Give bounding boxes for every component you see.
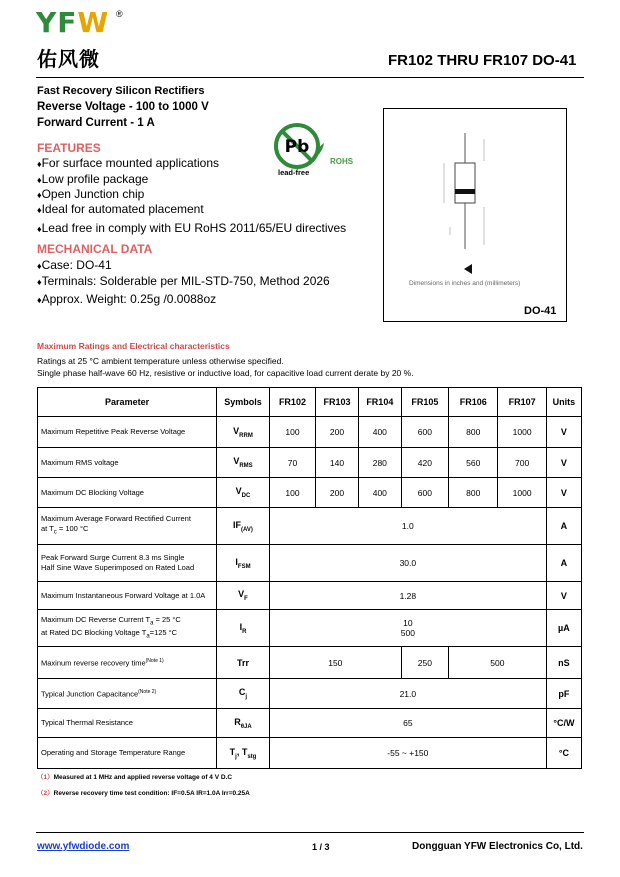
unit-cell: V: [546, 448, 581, 478]
unit-cell: °C: [546, 738, 581, 769]
param-cell: Maxinum reverse recovery time$^{(Note 1)}$: [38, 647, 217, 679]
table-row: [38, 545, 582, 582]
unit-cell: °C/W: [546, 709, 581, 738]
registered-mark: ®: [116, 9, 123, 19]
symbol-cell: $C_j$: [217, 679, 270, 709]
table-row: [38, 679, 582, 709]
symbol-cell: $V_{RRM}$: [217, 417, 270, 448]
ratings-heading: Maximum Ratings and Electrical characteristics: [37, 341, 230, 351]
unit-cell: pF: [546, 679, 581, 709]
value-cell: 400: [358, 478, 401, 508]
feature-item: ♦Open Junction chip: [37, 187, 145, 201]
symbol-cell: $T_j$, $T_{stg}$: [217, 738, 270, 769]
value-cell: -55 ~ +150: [269, 738, 546, 769]
bullet-icon: ♦: [37, 277, 42, 287]
table-header-cell: Symbols: [217, 388, 270, 417]
footnote-1: （1）Measured at 1 MHz and applied reverse voltage of 4 V D.C: [37, 774, 233, 781]
lead-free-label: lead-free: [278, 168, 310, 177]
param-cell: Maximum DC Blocking Voltage: [38, 478, 217, 508]
bullet-icon: ♦: [37, 261, 42, 271]
table-row: [38, 582, 582, 610]
mechanical-item: ♦Approx. Weight: 0.25g /0.0088oz: [37, 292, 217, 306]
symbol-cell: Trr: [217, 647, 270, 679]
footnote-2: （2）Reverse recovery time test condition: IF=0.5A IR=1.0A Irr=0.25A: [37, 790, 250, 797]
lead-free-pb-icon: [270, 121, 324, 175]
ratings-note-load: Single phase half-wave 60 Hz, resistive or inductive load, for capacitive load current derate by 20 %.: [37, 368, 414, 378]
value-cell: 100: [269, 478, 315, 508]
feature-item: ♦Ideal for automated placement: [37, 202, 204, 216]
package-outline-diagram: [383, 108, 567, 322]
param-cell: Operating and Storage Temperature Range: [38, 738, 217, 769]
reverse-voltage-spec: Reverse Voltage - 100 to 1000 V: [37, 101, 209, 113]
value-cell: 1000: [498, 478, 546, 508]
value-cell: 250: [401, 647, 448, 679]
symbol-cell: $V_{DC}$: [217, 478, 270, 508]
param-cell: Maximum RMS voltage: [38, 448, 217, 478]
table-header-cell: FR107: [498, 388, 546, 417]
symbol-cell: $R_{\theta JA}$: [217, 709, 270, 738]
table-header-cell: Parameter: [38, 388, 217, 417]
document-title: FR102 THRU FR107 DO-41: [388, 52, 577, 69]
table-row: [38, 647, 582, 679]
value-cell: 420: [401, 448, 448, 478]
unit-cell: µA: [546, 610, 581, 647]
unit-cell: A: [546, 545, 581, 582]
ratings-note-temperature: Ratings at 25 °C ambient temperature unless otherwise specified.: [37, 356, 284, 366]
logo-letter-f: F: [57, 6, 78, 39]
page-number: 1 / 3: [312, 842, 330, 852]
table-header-row: [38, 388, 582, 417]
value-cell: 65: [269, 709, 546, 738]
bullet-icon: ♦: [37, 190, 42, 200]
value-cell: 150: [269, 647, 401, 679]
ratings-table: [37, 387, 582, 769]
value-cell: 500: [449, 647, 547, 679]
footer-divider: [36, 832, 584, 833]
feature-item: ♦Lead free in comply with EU RoHS 2011/65/EU directives: [37, 221, 347, 235]
table-row: [38, 508, 582, 545]
value-cell: 10 500: [269, 610, 546, 647]
value-cell: 1.0: [269, 508, 546, 545]
feature-item: ♦For surface mounted applications: [37, 156, 220, 170]
bullet-icon: ♦: [37, 224, 42, 234]
table-row: [38, 738, 582, 769]
value-cell: 21.0: [269, 679, 546, 709]
unit-cell: V: [546, 478, 581, 508]
unit-cell: nS: [546, 647, 581, 679]
table-header-cell: FR102: [269, 388, 315, 417]
features-heading: FEATURES: [37, 141, 101, 155]
table-row: [38, 448, 582, 478]
value-cell: 700: [498, 448, 546, 478]
value-cell: 200: [316, 478, 359, 508]
param-cell: Maximum Instantaneous Forward Voltage at 1.0A: [38, 582, 217, 610]
brand-logo-chinese: 佑风微: [37, 47, 100, 71]
symbol-cell: $I_R$: [217, 610, 270, 647]
value-cell: 600: [401, 478, 448, 508]
mechanical-item: ♦Case: DO-41: [37, 258, 112, 272]
table-header-cell: FR106: [449, 388, 498, 417]
product-subtitle: Fast Recovery Silicon Rectifiers: [37, 85, 205, 97]
value-cell: 1000: [498, 417, 546, 448]
logo-letter-y: Y: [36, 6, 58, 39]
param-cell: Typical Junction Capacitance$^{(Note 2)}$: [38, 679, 217, 709]
package-label: DO-41: [524, 305, 557, 317]
table-row: [38, 610, 582, 647]
symbol-cell: $V_F$: [217, 582, 270, 610]
bullet-icon: ♦: [37, 295, 42, 305]
table-header-cell: FR103: [316, 388, 359, 417]
feature-item: ♦Low profile package: [37, 172, 149, 186]
mechanical-item: ♦Terminals: Solderable per MIL-STD-750, Method 2026: [37, 274, 330, 288]
value-cell: 70: [269, 448, 315, 478]
value-cell: 30.0: [269, 545, 546, 582]
table-header-cell: Units: [546, 388, 581, 417]
param-cell: Maximum Repetitive Peak Reverse Voltage: [38, 417, 217, 448]
forward-current-spec: Forward Current - 1 A: [37, 117, 155, 129]
param-cell: Maximum Average Forward Rectified Current at $T_c = 100$ °C: [38, 508, 217, 545]
bullet-icon: ♦: [37, 205, 42, 215]
value-cell: 100: [269, 417, 315, 448]
bullet-icon: ♦: [37, 175, 42, 185]
do41-drawing: [384, 109, 566, 321]
logo-letter-w: W: [77, 6, 110, 39]
table-row: [38, 478, 582, 508]
value-cell: 1.28: [269, 582, 546, 610]
bullet-icon: ♦: [37, 159, 42, 169]
symbol-cell: $I_{FSM}$: [217, 545, 270, 582]
rohs-label: ROHS: [330, 157, 354, 166]
diagram-caption: Dimensions in inches and (millimeters): [409, 280, 521, 287]
table-row: [38, 709, 582, 738]
table-row: [38, 417, 582, 448]
mechanical-heading: MECHANICAL DATA: [37, 242, 153, 256]
svg-text:Pb: Pb: [284, 137, 310, 157]
brand-logo: [36, 6, 109, 39]
table-header-cell: FR104: [358, 388, 401, 417]
param-cell: Maximum DC Reverse Current $T_a = 25$ °C at Rated DC Blocking Voltage $T_a=125$ °C: [38, 610, 217, 647]
header-divider: [36, 77, 584, 78]
company-name: Dongguan YFW Electronics Co, Ltd.: [412, 841, 583, 852]
param-cell: Peak Forward Surge Current 8.3 ms Single Half Sine Wave Superimposed on Rated Load: [38, 545, 217, 582]
value-cell: 140: [316, 448, 359, 478]
value-cell: 800: [449, 417, 498, 448]
param-cell: Typical Thermal Resistance: [38, 709, 217, 738]
value-cell: 560: [449, 448, 498, 478]
unit-cell: A: [546, 508, 581, 545]
value-cell: 600: [401, 417, 448, 448]
value-cell: 200: [316, 417, 359, 448]
symbol-cell: $V_{RMS}$: [217, 448, 270, 478]
value-cell: 280: [358, 448, 401, 478]
value-cell: 800: [449, 478, 498, 508]
unit-cell: V: [546, 582, 581, 610]
unit-cell: V: [546, 417, 581, 448]
website-link[interactable]: www.yfwdiode.com: [37, 841, 130, 852]
value-cell: 400: [358, 417, 401, 448]
table-header-cell: FR105: [401, 388, 448, 417]
symbol-cell: $IF_{(AV)}$: [217, 508, 270, 545]
